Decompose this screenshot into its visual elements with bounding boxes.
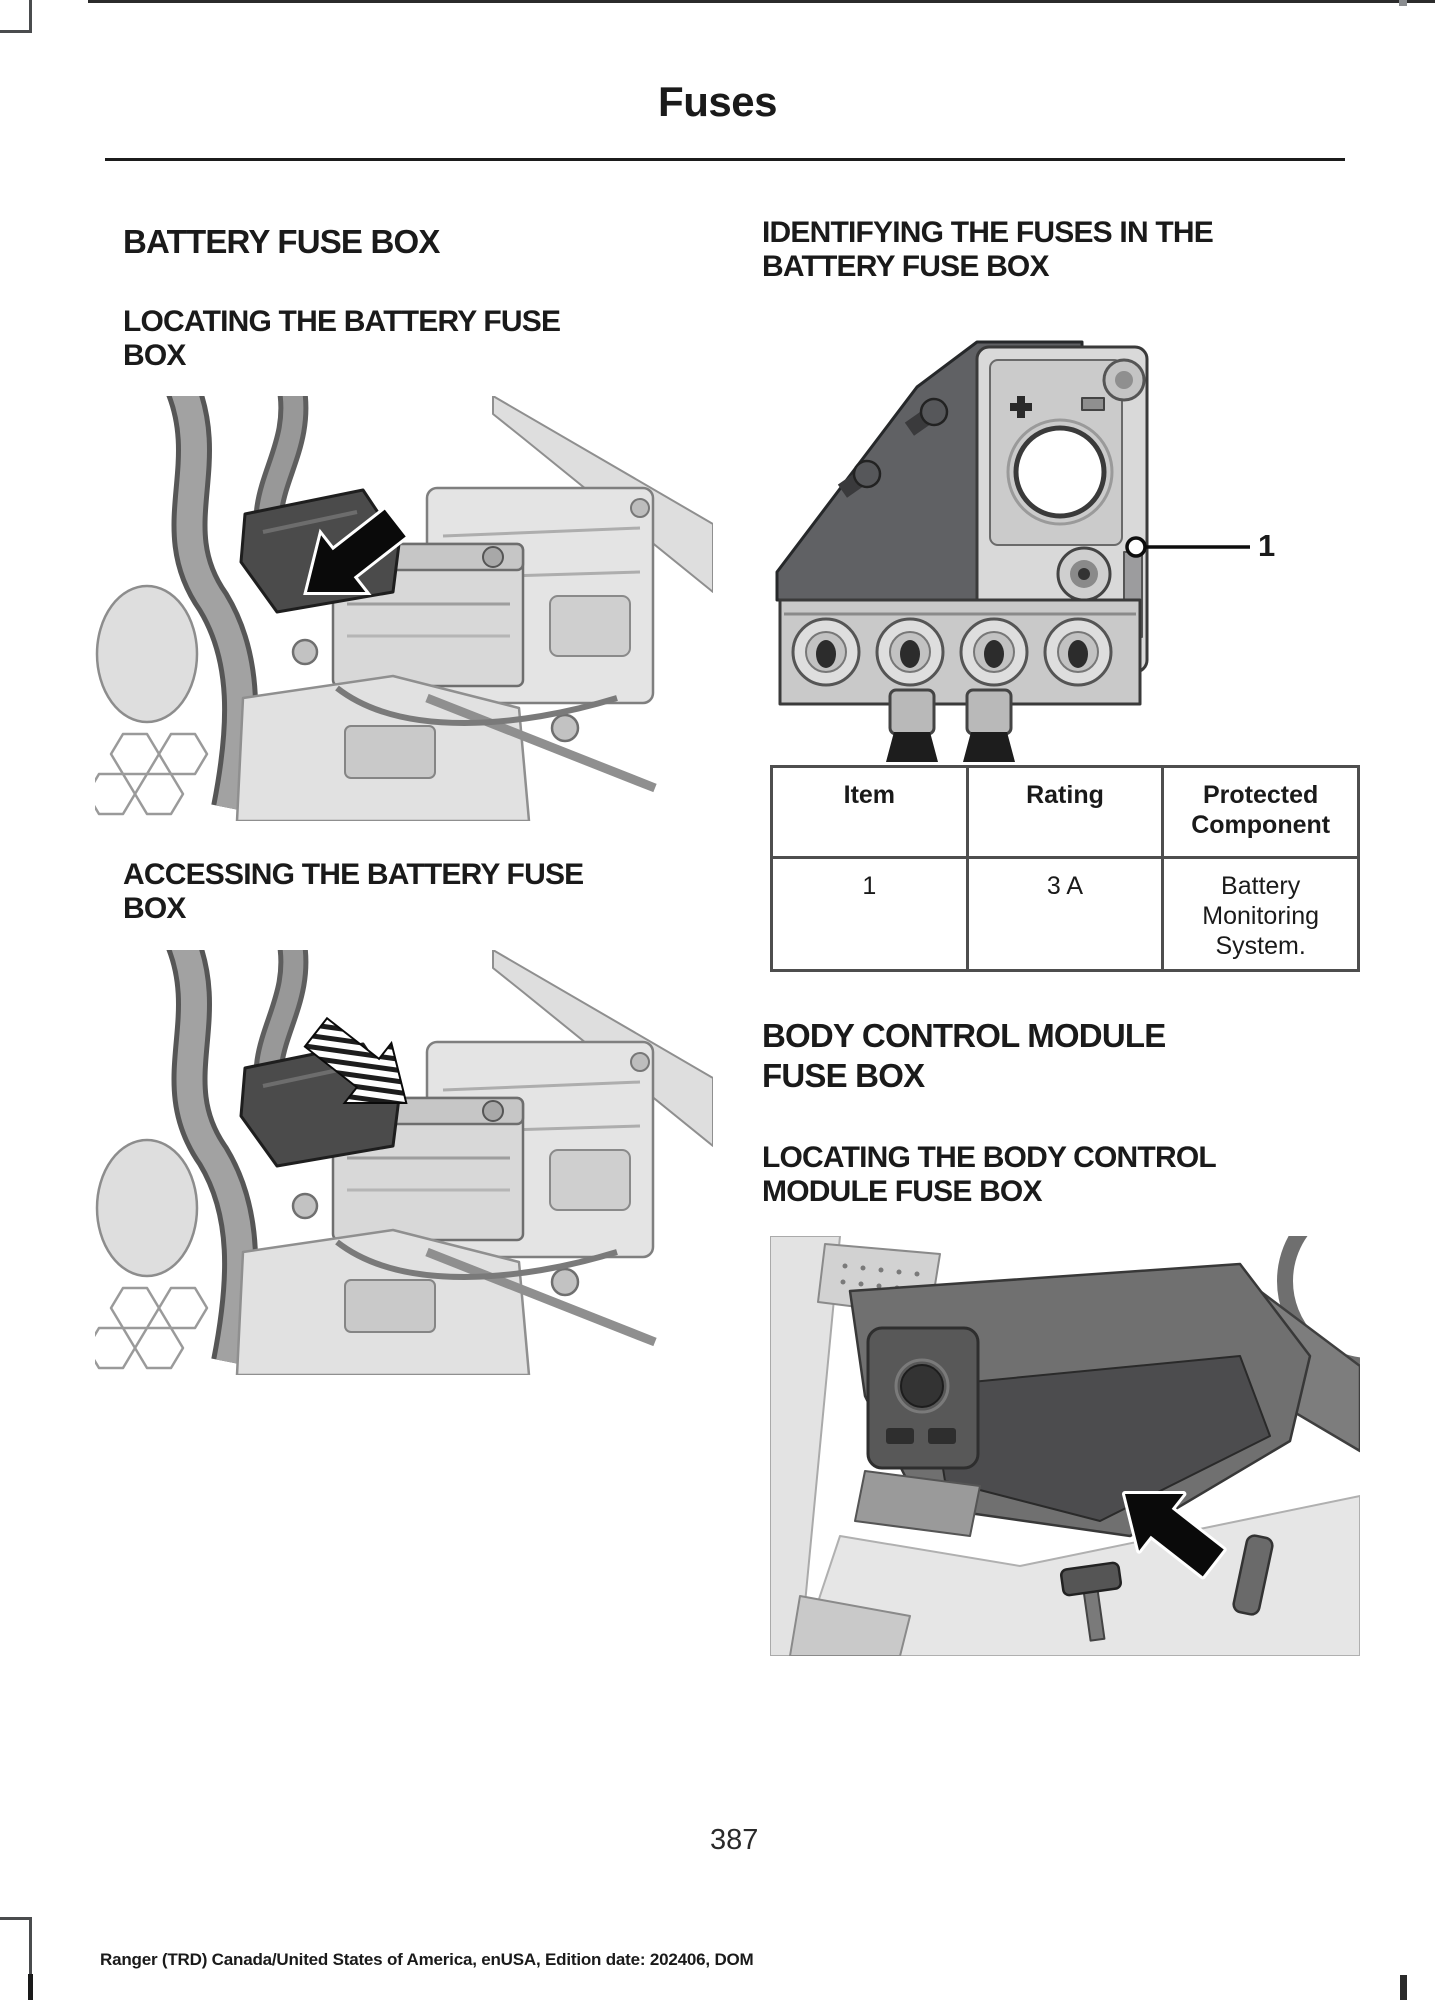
- figure-locating-battery-fuse-box: [95, 396, 713, 821]
- col-header-protected-component: Protected Component: [1163, 767, 1359, 858]
- heading-line: ACCESSING THE BATTERY FUSE: [123, 858, 584, 891]
- footer-edition-line: Ranger (TRD) Canada/United States of America, enUSA, Edition date: 202406, DOM: [100, 1950, 754, 1969]
- page-title: Fuses: [658, 78, 777, 125]
- bottom-right-tick: [1400, 1975, 1407, 2000]
- top-right-tick: [1399, 0, 1407, 6]
- heading-identifying-fuses: [762, 216, 1213, 284]
- page-number: 387: [710, 1824, 759, 1856]
- heading-accessing-battery-fuse-box: [123, 858, 583, 926]
- figure-locating-bcm-fuse-box: [770, 1236, 1360, 1656]
- heading-line: BODY CONTROL MODULE: [762, 1017, 1166, 1054]
- title-rule: [105, 158, 1345, 161]
- col-header-rating: Rating: [967, 767, 1163, 858]
- heading-locating-bcm-fuse-box: [762, 1141, 1216, 1209]
- callout-dot-icon: [1127, 538, 1145, 556]
- col-header-item: Item: [772, 767, 968, 858]
- figure-battery-fuse-box-diagram: [762, 312, 1252, 762]
- corner-mark-bottom-left-h: [0, 1917, 32, 1920]
- heading-locating-battery-fuse-box: [123, 305, 560, 373]
- heading-line: IDENTIFYING THE FUSES IN THE: [762, 216, 1213, 249]
- heading-line: BATTERY FUSE BOX: [762, 250, 1049, 283]
- callout-label-1: 1: [1258, 528, 1276, 563]
- corner-mark-bottom-left-tail: [28, 1974, 33, 2000]
- corner-mark-top-left-v: [29, 0, 32, 33]
- heading-battery-fuse-box: BATTERY FUSE BOX: [123, 223, 440, 260]
- cell-rating: 3 A: [967, 858, 1163, 971]
- heading-line: BOX: [123, 892, 186, 925]
- cell-item: 1: [772, 858, 968, 971]
- table-header-row: [772, 767, 1359, 858]
- table-row: [772, 858, 1359, 971]
- figure-accessing-battery-fuse-box: [95, 950, 713, 1375]
- heading-line: LOCATING THE BODY CONTROL: [762, 1141, 1216, 1174]
- heading-line: LOCATING THE BATTERY FUSE: [123, 305, 561, 338]
- page-top-edge-line: [88, 0, 1435, 3]
- heading-body-control-module-fuse-box: [762, 1016, 1165, 1096]
- fuse-table: [770, 765, 1360, 972]
- heading-line: BOX: [123, 339, 186, 372]
- corner-mark-top-left-h: [0, 30, 32, 33]
- heading-line: MODULE FUSE BOX: [762, 1175, 1042, 1208]
- heading-line: FUSE BOX: [762, 1057, 925, 1094]
- cell-protected-component: Battery Monitoring System.: [1163, 858, 1359, 971]
